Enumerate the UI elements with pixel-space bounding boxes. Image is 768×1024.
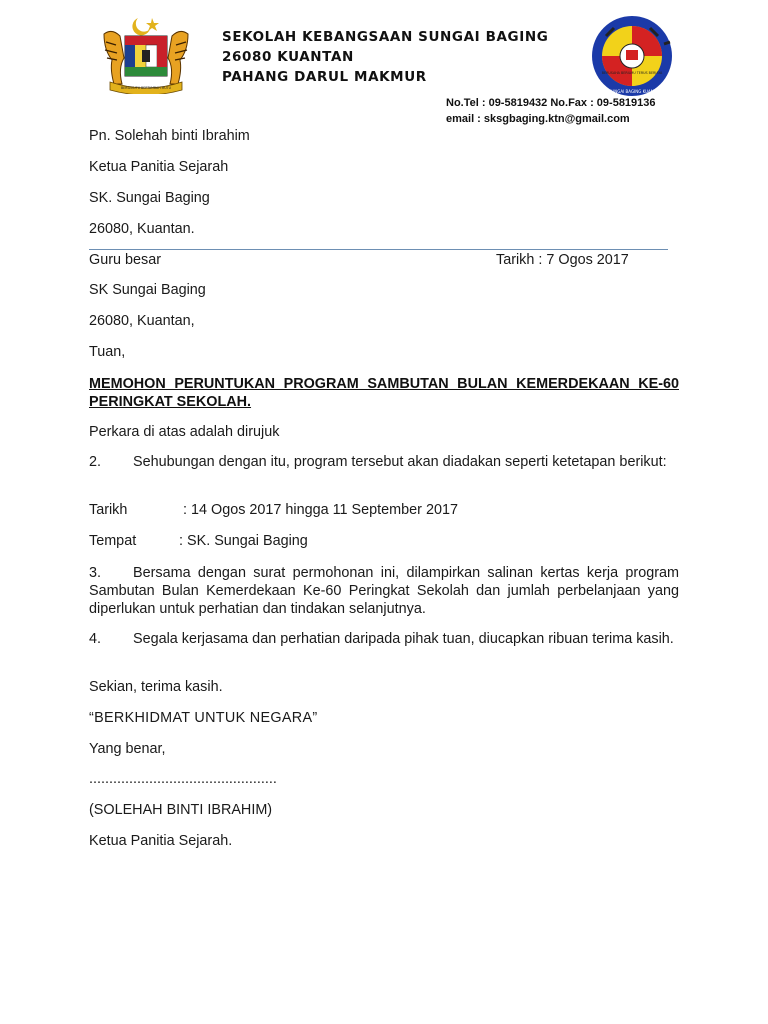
national-crest-icon	[98, 14, 194, 94]
date-label: Tarikh	[89, 502, 128, 518]
recipient-school: SK Sungai Baging	[89, 282, 206, 298]
closing-regards: Yang benar,	[89, 741, 166, 757]
recipient-title: Guru besar	[89, 252, 161, 268]
sender-name: Pn. Solehah binti Ibrahim	[89, 128, 250, 144]
place-label: Tempat	[89, 533, 137, 549]
recipient-city: 26080, Kuantan,	[89, 313, 195, 329]
letter-date: Tarikh : 7 Ogos 2017	[496, 252, 629, 268]
school-name: SEKOLAH KEBANGSAAN SUNGAI BAGING	[222, 29, 549, 45]
paragraph-4-number: 4.	[89, 631, 102, 647]
paragraph-3	[89, 564, 679, 618]
signature-line: ...............................................	[89, 771, 277, 787]
school-logo-icon	[590, 14, 674, 98]
contact-email: email : sksgbaging.ktn@gmail.com	[446, 113, 630, 125]
salutation: Tuan,	[89, 344, 126, 360]
paragraph-3-number: 3.	[89, 565, 102, 581]
paragraph-2-text: Sehubungan dengan itu, program tersebut akan diadakan seperti ketetapan berikut:	[133, 454, 667, 470]
signer-position: Ketua Panitia Sejarah.	[89, 833, 233, 849]
paragraph-2-number: 2.	[89, 454, 102, 470]
address-divider	[89, 249, 668, 250]
sender-position: Ketua Panitia Sejarah	[89, 159, 229, 175]
paragraph-4-text: Segala kerjasama dan perhatian daripada pihak tuan, diucapkan ribuan terima kasih.	[133, 631, 674, 647]
logo-ring-text: SK SUNGAI BAGING KUANTAN	[602, 89, 662, 94]
signer-name: (SOLEHAH BINTI IBRAHIM)	[89, 802, 273, 818]
school-state: PAHANG DARUL MAKMUR	[222, 69, 427, 85]
sender-school: SK. Sungai Baging	[89, 190, 210, 206]
closing-thanks: Sekian, terima kasih.	[89, 679, 223, 695]
paragraph-2	[89, 453, 679, 471]
closing-motto: “BERKHIDMAT UNTUK NEGARA”	[89, 710, 318, 726]
crest-motto: BERSEKUTU BERTAMBAH MUTU	[120, 86, 172, 90]
date-value: : 14 Ogos 2017 hingga 11 September 2017	[183, 502, 458, 518]
paragraph-4	[89, 630, 679, 648]
paragraph-1: Perkara di atas adalah dirujuk	[89, 424, 280, 440]
logo-motto: BERUSAHA BERILMU TERUS BERJAYA	[601, 71, 663, 75]
letter-subject: MEMOHON PERUNTUKAN PROGRAM SAMBUTAN BULAN KEMERDEKAAN KE-60 PERINGKAT SEKOLAH.	[89, 376, 679, 410]
paragraph-3-text: Bersama dengan surat permohonan ini, dilampirkan salinan kertas kerja program Sambutan Bulan Kemerdekaan Ke-60 Peringkat Sekolah dan jumlah perbelanjaan yang diperlukan untuk perhatian dan tindakan selanjutnya.	[89, 565, 679, 617]
place-value: : SK. Sungai Baging	[179, 533, 308, 549]
school-postcode-city: 26080 KUANTAN	[222, 49, 354, 65]
sender-city: 26080, Kuantan.	[89, 221, 195, 237]
contact-phone-fax: No.Tel : 09-5819432 No.Fax : 09-5819136	[446, 97, 656, 109]
